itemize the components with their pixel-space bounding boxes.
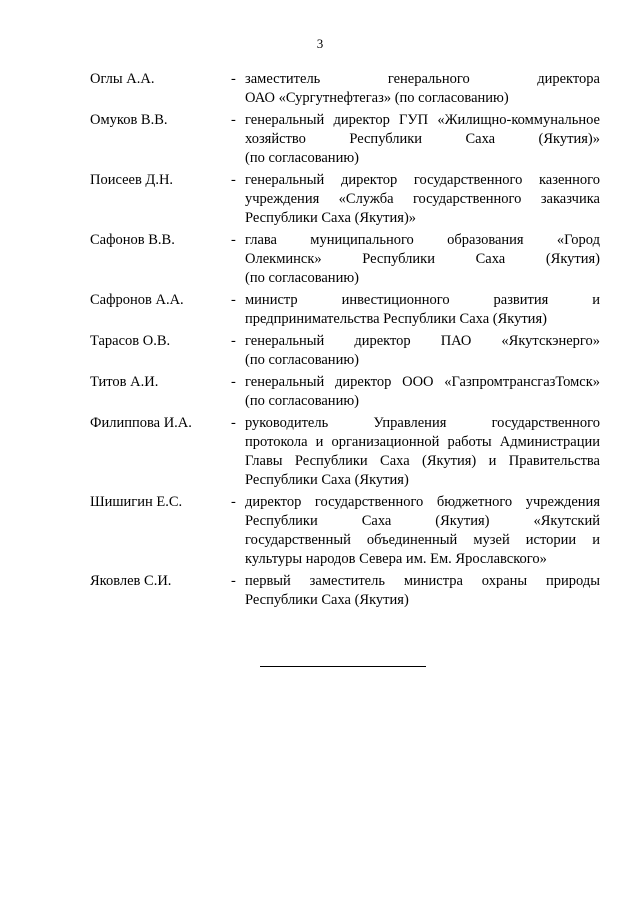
member-position — [245, 111, 600, 168]
list-item — [90, 414, 600, 490]
separator-dash: - — [231, 292, 236, 308]
separator-dash: - — [231, 112, 236, 128]
member-position — [245, 414, 600, 490]
separator-dash: - — [231, 374, 236, 390]
position-line: директор государственного бюджетного учреждения — [245, 494, 600, 510]
position-line: Олекминск» Республики Саха (Якутия) — [245, 251, 600, 267]
member-name: Сафронов А.А. — [90, 292, 184, 308]
position-line: Республики Саха (Якутия) — [245, 472, 409, 488]
member-name: Тарасов О.В. — [90, 333, 171, 349]
position-line: первый заместитель министра охраны природы — [245, 573, 600, 589]
list-item — [90, 332, 600, 370]
end-divider — [260, 666, 426, 667]
list-item — [90, 171, 600, 228]
separator-dash: - — [231, 333, 236, 349]
position-line: государственный объединенный музей истории и — [245, 532, 600, 548]
position-line: (по согласованию) — [245, 270, 359, 286]
position-line: Главы Республики Саха (Якутия) и Правительства — [245, 453, 600, 469]
position-line: ОАО «Сургутнефтегаз» (по согласованию) — [245, 90, 509, 106]
position-line: (по согласованию) — [245, 150, 359, 166]
member-position — [245, 373, 600, 411]
member-name: Филиппова И.А. — [90, 415, 192, 431]
list-item — [90, 111, 600, 168]
separator-dash: - — [231, 415, 236, 431]
position-line: генеральный директор ГУП «Жилищно-коммунальное — [245, 112, 600, 128]
position-line: заместитель генерального директора — [245, 71, 600, 87]
position-line: протокола и организационной работы Администрации — [245, 434, 600, 450]
list-item — [90, 231, 600, 288]
member-name: Омуков В.В. — [90, 112, 168, 128]
member-name: Яковлев С.И. — [90, 573, 172, 589]
position-line: руководитель Управления государственного — [245, 415, 600, 431]
page-number: 3 — [316, 36, 324, 51]
position-line: генеральный директор ООО «ГазпромтрансгазТомск» — [245, 374, 600, 390]
list-item — [90, 373, 600, 411]
member-position — [245, 572, 600, 610]
position-line: глава муниципального образования «Город — [245, 232, 600, 248]
position-line: предпринимательства Республики Саха (Якутия) — [245, 311, 547, 327]
position-line: министр инвестиционного развития и — [245, 292, 600, 308]
member-name: Поисеев Д.Н. — [90, 172, 174, 188]
list-item — [90, 572, 600, 610]
position-line: (по согласованию) — [245, 393, 359, 409]
member-name: Шишигин Е.С. — [90, 494, 183, 510]
position-line: Республики Саха (Якутия) — [245, 592, 409, 608]
position-line: Республики Саха (Якутия)» — [245, 210, 417, 226]
list-item — [90, 291, 600, 329]
member-name: Оглы А.А. — [90, 71, 155, 87]
list-item — [90, 493, 600, 569]
position-line: генеральный директор ПАО «Якутскэнерго» — [245, 333, 600, 349]
member-position — [245, 291, 600, 329]
list-item — [90, 70, 600, 108]
member-list — [90, 70, 600, 613]
position-line: хозяйство Республики Саха (Якутия)» — [245, 131, 600, 147]
separator-dash: - — [231, 172, 236, 188]
position-line: Республики Саха (Якутия) «Якутский — [245, 513, 600, 529]
member-position — [245, 332, 600, 370]
position-line: генеральный директор государственного казенного — [245, 172, 600, 188]
separator-dash: - — [231, 494, 236, 510]
position-line: (по согласованию) — [245, 352, 359, 368]
separator-dash: - — [231, 232, 236, 248]
position-line: учреждения «Служба государственного заказчика — [245, 191, 600, 207]
member-name: Сафонов В.В. — [90, 232, 175, 248]
member-name: Титов А.И. — [90, 374, 159, 390]
position-line: культуры народов Севера им. Ем. Ярославского» — [245, 551, 547, 567]
member-position — [245, 493, 600, 569]
member-position — [245, 70, 600, 108]
member-position — [245, 231, 600, 288]
separator-dash: - — [231, 71, 236, 87]
member-position — [245, 171, 600, 228]
separator-dash: - — [231, 573, 236, 589]
